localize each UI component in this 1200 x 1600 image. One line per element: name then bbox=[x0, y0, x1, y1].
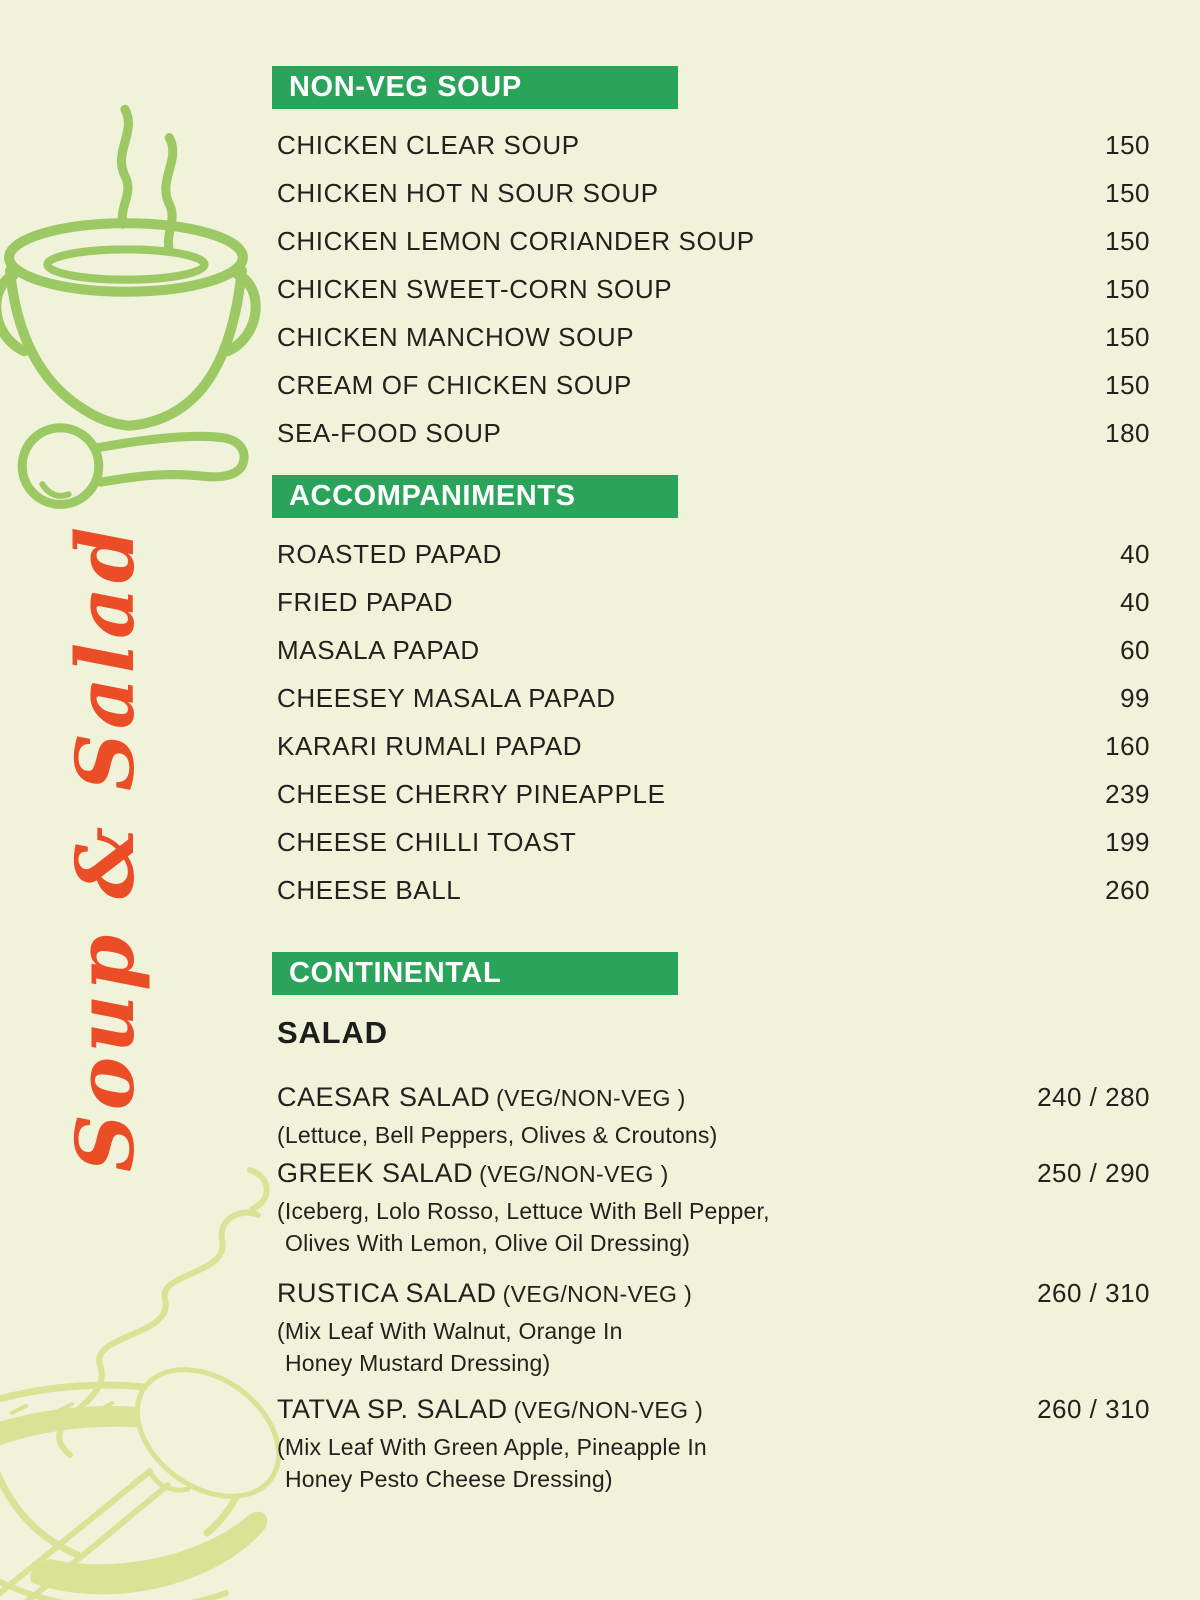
item-name: CHEESE BALL bbox=[277, 874, 462, 905]
item-variant: (VEG/NON-VEG ) bbox=[513, 1396, 704, 1423]
menu-item-row bbox=[272, 409, 1150, 457]
menu-item-row bbox=[272, 674, 1150, 722]
menu-item-block bbox=[272, 1387, 1150, 1495]
item-description: Olives With Lemon, Olive Oil Dressing) bbox=[285, 1230, 691, 1256]
section-header-accompaniments: ACCOMPANIMENTS bbox=[272, 475, 678, 518]
item-name: FRIED PAPAD bbox=[277, 586, 454, 617]
item-description: (Iceberg, Lolo Rosso, Lettuce With Bell Pepper, bbox=[277, 1198, 770, 1224]
item-price: 40 bbox=[1120, 586, 1150, 617]
menu-item-row bbox=[272, 722, 1150, 770]
item-name: CHICKEN CLEAR SOUP bbox=[277, 129, 580, 160]
menu-item-row bbox=[272, 626, 1150, 674]
item-price: 60 bbox=[1120, 634, 1150, 665]
item-variant: (VEG/NON-VEG ) bbox=[502, 1280, 693, 1307]
section-title-vertical: Soup & Salad bbox=[58, 523, 152, 1172]
menu-item-row bbox=[272, 361, 1150, 409]
item-price: 150 bbox=[1105, 369, 1150, 400]
item-price: 260 bbox=[1105, 874, 1150, 905]
menu-item-row bbox=[272, 169, 1150, 217]
item-name: ROASTED PAPAD bbox=[277, 538, 502, 569]
item-name: KARARI RUMALI PAPAD bbox=[277, 730, 583, 761]
item-price: 260 / 310 bbox=[1037, 1277, 1150, 1308]
item-variant: (VEG/NON-VEG ) bbox=[496, 1084, 686, 1111]
menu-item-row bbox=[272, 121, 1150, 169]
section-header-continental: CONTINENTAL bbox=[272, 952, 678, 995]
item-price: 260 / 310 bbox=[1037, 1393, 1150, 1424]
item-price: 150 bbox=[1105, 225, 1150, 256]
item-price: 150 bbox=[1105, 273, 1150, 304]
item-name: SEA-FOOD SOUP bbox=[277, 417, 502, 448]
item-description: (Mix Leaf With Green Apple, Pineapple In bbox=[277, 1434, 707, 1460]
menu-item-row bbox=[272, 265, 1150, 313]
soup-cup-icon bbox=[0, 88, 262, 558]
item-price: 180 bbox=[1105, 417, 1150, 448]
menu-item-row bbox=[272, 866, 1150, 914]
item-description: Honey Pesto Cheese Dressing) bbox=[285, 1466, 613, 1492]
item-name: CHEESE CHERRY PINEAPPLE bbox=[277, 778, 666, 809]
item-price: 160 bbox=[1105, 730, 1150, 761]
item-price: 250 / 290 bbox=[1037, 1157, 1150, 1188]
item-price: 240 / 280 bbox=[1037, 1081, 1150, 1112]
menu-item-row bbox=[272, 578, 1150, 626]
item-name: CHICKEN LEMON CORIANDER SOUP bbox=[277, 225, 755, 256]
item-name: MASALA PAPAD bbox=[277, 634, 480, 665]
menu-item-row bbox=[272, 530, 1150, 578]
non-veg-soup-list bbox=[272, 121, 1150, 457]
item-name: CHICKEN SWEET-CORN SOUP bbox=[277, 273, 673, 304]
item-price: 239 bbox=[1105, 778, 1150, 809]
menu-item-row bbox=[272, 313, 1150, 361]
item-price: 40 bbox=[1120, 538, 1150, 569]
item-price: 150 bbox=[1105, 321, 1150, 352]
menu-item-block bbox=[272, 1271, 1150, 1379]
section-header-non-veg-soup: NON-VEG SOUP bbox=[272, 66, 678, 109]
item-name: CHEESEY MASALA PAPAD bbox=[277, 682, 616, 713]
item-name: CHICKEN HOT N SOUR SOUP bbox=[277, 177, 659, 208]
item-price: 199 bbox=[1105, 826, 1150, 857]
item-name: TATVA SP. SALAD (VEG/NON-VEG ) bbox=[277, 1393, 704, 1424]
subsection-title-salad: SALAD bbox=[277, 1015, 388, 1050]
item-name: CREAM OF CHICKEN SOUP bbox=[277, 369, 632, 400]
item-price: 150 bbox=[1105, 129, 1150, 160]
menu-content bbox=[272, 0, 1150, 1495]
item-description: (Lettuce, Bell Peppers, Olives & Croutons) bbox=[277, 1122, 718, 1148]
item-name: CHEESE CHILLI TOAST bbox=[277, 826, 577, 857]
menu-item-row bbox=[272, 818, 1150, 866]
menu-item-row bbox=[272, 217, 1150, 265]
item-name: RUSTICA SALAD (VEG/NON-VEG ) bbox=[277, 1277, 693, 1308]
item-price: 99 bbox=[1120, 682, 1150, 713]
item-description: (Mix Leaf With Walnut, Orange In bbox=[277, 1318, 623, 1344]
item-name: CHICKEN MANCHOW SOUP bbox=[277, 321, 635, 352]
item-name: CAESAR SALAD (VEG/NON-VEG ) bbox=[277, 1081, 686, 1112]
item-price: 150 bbox=[1105, 177, 1150, 208]
menu-item-block bbox=[272, 1075, 1150, 1151]
item-name: GREEK SALAD (VEG/NON-VEG ) bbox=[277, 1157, 669, 1188]
menu-item-block bbox=[272, 1151, 1150, 1259]
item-variant: (VEG/NON-VEG ) bbox=[479, 1160, 669, 1187]
menu-item-row bbox=[272, 770, 1150, 818]
item-description: Honey Mustard Dressing) bbox=[285, 1350, 551, 1376]
accompaniments-list bbox=[272, 530, 1150, 914]
